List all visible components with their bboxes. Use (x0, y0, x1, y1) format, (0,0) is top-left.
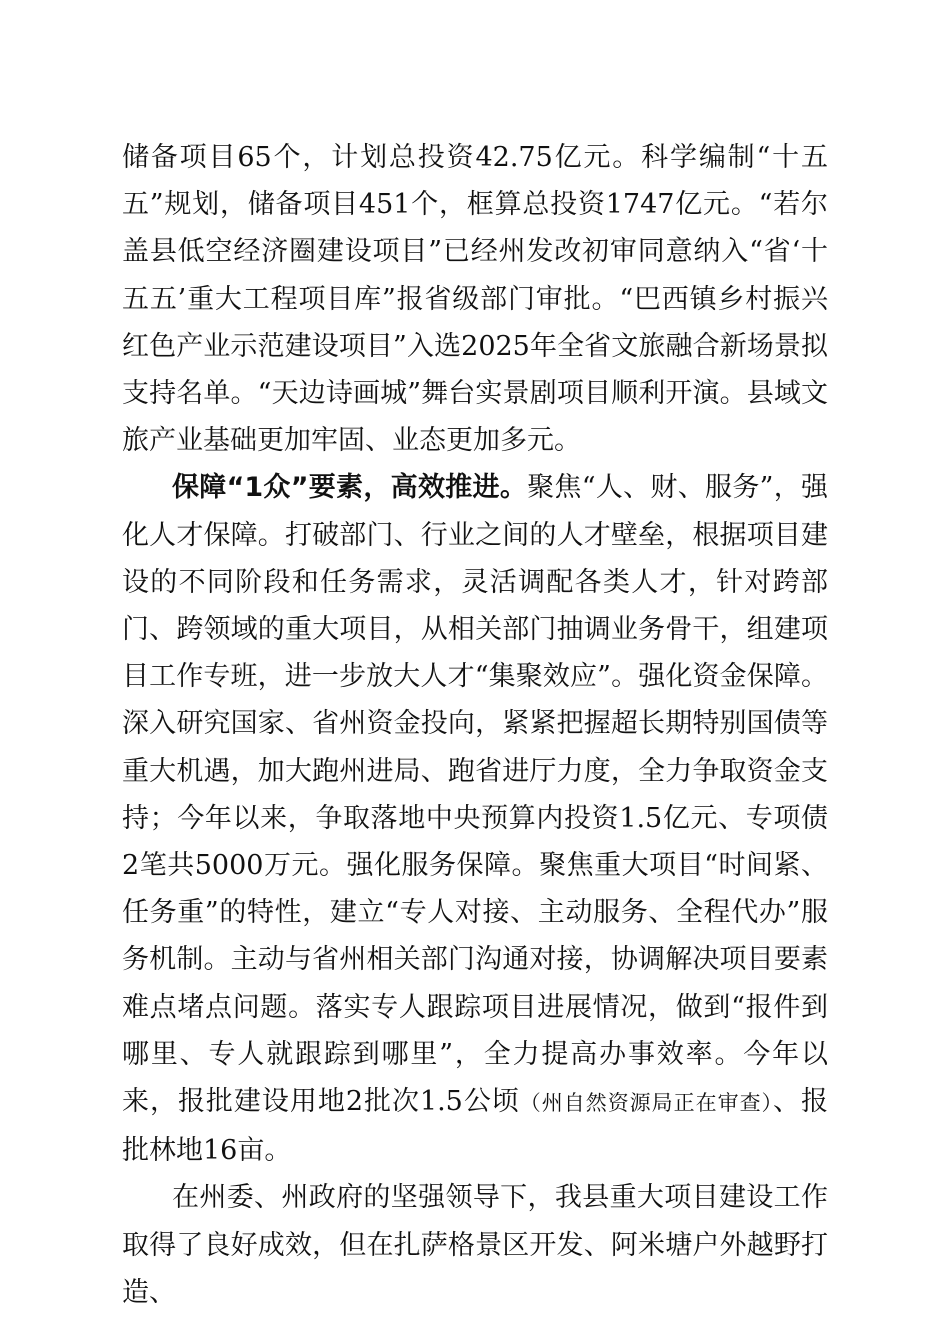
guarantee-intro: 聚焦“人、财、服务”， (527, 472, 802, 504)
funds-text: 深入研究国家、省州资金投向，紧紧把握超长期特别国债等重大机遇，加大跑州进局、跑省进厅力度，全力争取资金支持；今年以来，争取落地中央预算内投资1.5亿元、专项债2笔共5000万元。 (122, 708, 828, 882)
document-body (122, 134, 828, 1316)
service-label: 强化服务保障。 (346, 850, 540, 882)
paragraph-conclusion: 在州委、州政府的坚强领导下，我县重大项目建设工作取得了良好成效，但在扎萨格景区开发、阿米塘户外越野打造、 (122, 1182, 828, 1308)
section-heading: 保障“1众”要素，高效推进。 (172, 472, 528, 504)
service-tail: 、报批林地16亩。 (122, 1086, 829, 1167)
service-text: 聚焦重大项目“时间紧、任务重”的特性，建立“专人对接、主动服务、全程代办”服务机制。主动与省州相关部门沟通对接，协调解决项目要素难点堵点问题。落实专人跟踪项目进展情况，做到“报件到哪里、专人就跟踪到哪里”，全力提高办事效率。今年以来，报批建设用地2批次1.5公顷 (122, 850, 828, 1118)
talent-text: 打破部门、行业之间的人才壁垒，根据项目建设的不同阶段和任务需求，灵活调配各类人才，针对跨部门、跨领域的重大项目，从相关部门抽调业务骨干，组建项目工作专班，进一步放大人才“集聚效应”。 (122, 519, 829, 693)
service-note: （州自然资源局正在审查） (519, 1091, 774, 1116)
talent-label: 强化人才保障。 (122, 472, 829, 551)
paragraph-investment: 储备项目65个，计划总投资42.75亿元。科学编制“十五五”规划，储备项目451个，框算总投资1747亿元。“若尔盖县低空经济圈建设项目”已经州发改初审同意纳入“省‘十五五’重大工程项目库”报省级部门审批。“巴西镇乡村振兴红色产业示范建设项目”入选2025年全省文旅融合新场景拟支持名单。“天边诗画城”舞台实景剧项目顺利开演。县域文旅产业基础更加牢固、业态更加多元。 (122, 142, 828, 457)
paragraph-guarantee (122, 464, 828, 1174)
funds-label: 强化资金保障。 (638, 661, 829, 693)
